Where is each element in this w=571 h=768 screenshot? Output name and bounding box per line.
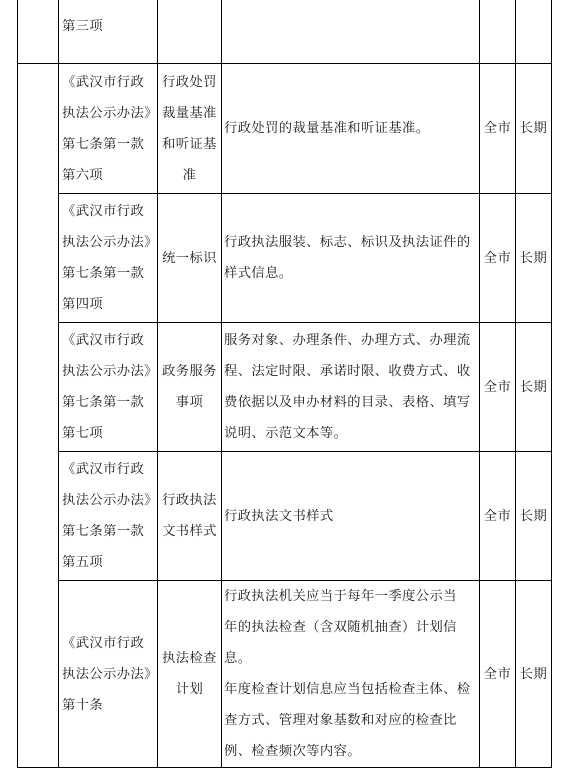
legal-basis-line: 《武汉市行政 [62, 462, 145, 477]
legal-basis-line: 《武汉市行政 [62, 204, 145, 219]
content-line: 查方式、管理对象基数和对应的检查比 [224, 713, 457, 728]
legal-basis-line: 第六项 [62, 167, 104, 183]
legal-basis-cell [59, 452, 158, 581]
scope-cell: 全市 [480, 323, 516, 452]
legal-basis-line: 执法公示办法》 [62, 666, 158, 682]
period-cell: 长期 [516, 581, 552, 768]
item-line: 统一标识 [162, 250, 217, 266]
content-line: 例、检查频次等内容。 [224, 744, 361, 759]
legal-basis-line: 第七项 [62, 426, 104, 441]
legal-basis-line: 第三项 [62, 19, 104, 34]
content-line: 服务对象、办理条件、办理方式、办理流 [224, 333, 471, 348]
legal-basis-cell [59, 194, 158, 323]
item-cell [158, 64, 222, 194]
legal-basis-cell [59, 64, 158, 194]
content-line: 样式信息。 [224, 266, 293, 281]
legal-basis-line: 第五项 [62, 555, 104, 570]
legal-basis-line: 第七条第一款 [62, 136, 145, 152]
legal-basis-cell [59, 581, 158, 768]
item-line: 行政执法 [162, 493, 217, 508]
item-cell [158, 452, 222, 581]
item-line: 政务服务 [162, 364, 217, 379]
period-cell: 长期 [516, 323, 552, 452]
legal-basis-cell [59, 0, 158, 64]
legal-basis-line: 第七条第一款 [62, 395, 145, 410]
item-line: 和听证基 [162, 136, 217, 152]
item-line: 计划 [175, 682, 204, 697]
period-cell: 长期 [516, 194, 552, 323]
content-cell [222, 0, 480, 64]
legal-basis-line: 执法公示办法》 [62, 235, 158, 250]
index-cell [18, 64, 59, 768]
table-row [18, 194, 552, 323]
legal-basis-line: 第十条 [62, 697, 104, 713]
scope-cell: 全市 [480, 64, 516, 194]
item-cell [158, 194, 222, 323]
content-line: 说明、示范文本等。 [224, 426, 348, 441]
table-row [18, 452, 552, 581]
scope-cell [480, 0, 516, 64]
table-row [18, 0, 552, 64]
item-line: 事项 [175, 395, 204, 410]
table-row [18, 581, 552, 768]
content-line: 年度检查计划信息应当包括检查主体、检 [224, 682, 471, 697]
content-line: 程、法定时限、承诺时限、收费方式、收 [224, 364, 471, 379]
content-line: 行政处罚的裁量基准和听证基准。 [224, 121, 430, 136]
legal-basis-line: 第七条第一款 [62, 266, 145, 281]
period-cell: 长期 [516, 452, 552, 581]
disclosure-table [17, 0, 552, 768]
scope-cell: 全市 [480, 581, 516, 768]
scope-cell: 全市 [480, 194, 516, 323]
period-cell [516, 0, 552, 64]
legal-basis-line: 《武汉市行政 [62, 635, 145, 651]
content-cell [222, 194, 480, 323]
item-line: 裁量基准 [162, 105, 217, 121]
index-cell [18, 0, 59, 64]
item-line: 准 [182, 167, 197, 183]
content-line: 费依据以及申办材料的目录、表格、填写 [224, 395, 471, 410]
item-cell [158, 323, 222, 452]
content-cell [222, 323, 480, 452]
content-line: 年的执法检查（含双随机抽查）计划信息。 [224, 620, 457, 666]
content-cell [222, 64, 480, 194]
legal-basis-line: 《武汉市行政 [62, 333, 145, 348]
period-cell: 长期 [516, 64, 552, 194]
item-line: 执法检查 [162, 651, 217, 666]
scope-cell: 全市 [480, 452, 516, 581]
legal-basis-cell [59, 323, 158, 452]
legal-basis-line: 第七条第一款 [62, 524, 145, 539]
item-cell [158, 0, 222, 64]
item-line: 文书样式 [162, 524, 217, 539]
content-line: 行政执法文书样式 [224, 508, 334, 524]
legal-basis-line: 执法公示办法》 [62, 105, 158, 121]
legal-basis-line: 第四项 [62, 297, 104, 312]
content-line: 行政执法机关应当于每年一季度公示当 [224, 589, 457, 604]
legal-basis-line: 执法公示办法》 [62, 364, 158, 379]
table-row [18, 323, 552, 452]
content-cell [222, 581, 480, 768]
legal-basis-line: 执法公示办法》 [62, 493, 158, 508]
content-line: 行政执法服装、标志、标识及执法证件的 [224, 235, 471, 250]
table-row [18, 64, 552, 194]
item-cell [158, 581, 222, 768]
legal-basis-line: 《武汉市行政 [62, 74, 145, 90]
content-cell [222, 452, 480, 581]
item-line: 行政处罚 [162, 74, 217, 90]
